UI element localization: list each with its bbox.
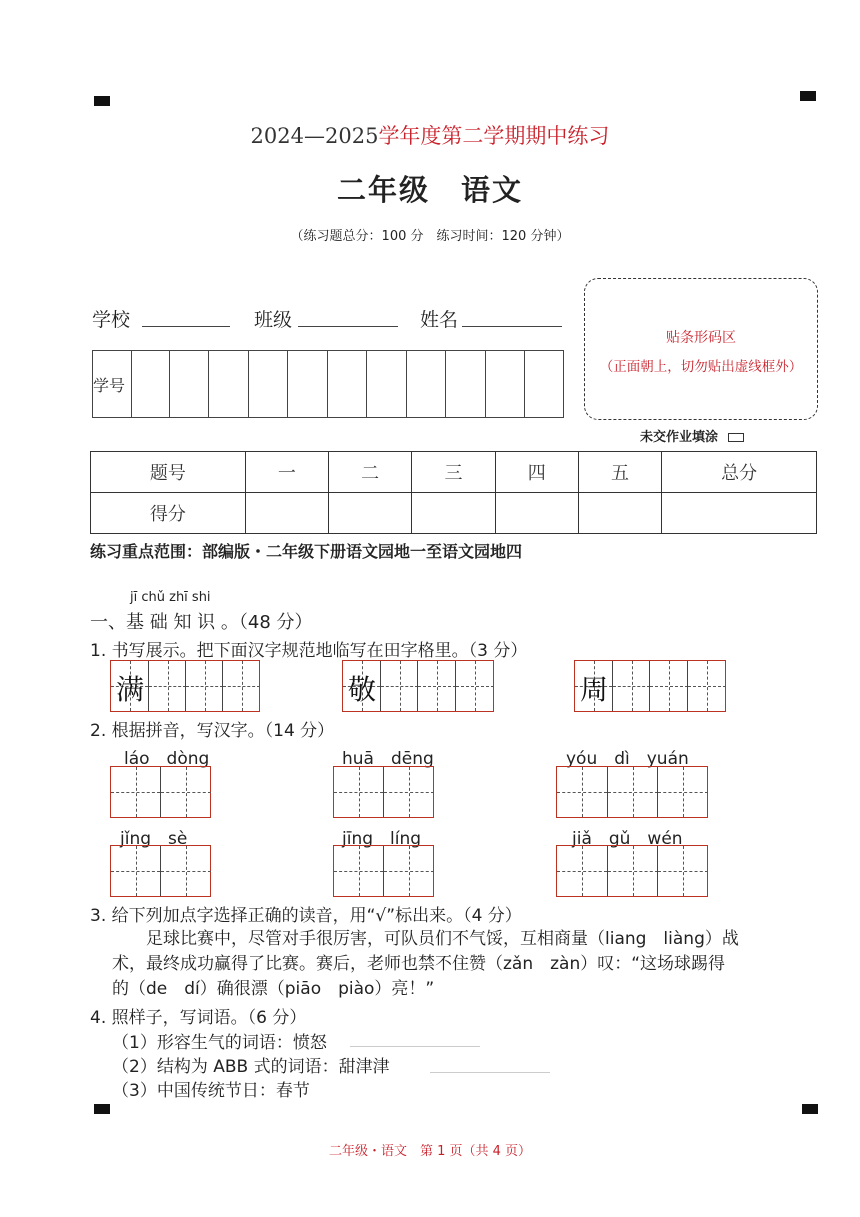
exam-title xyxy=(0,120,860,150)
name-field[interactable] xyxy=(462,326,562,327)
score-table-header-row xyxy=(91,452,817,493)
score-cell[interactable] xyxy=(245,493,328,534)
model-char-2: 敬 xyxy=(348,673,377,706)
q1-grid-3[interactable] xyxy=(574,660,726,712)
score-row-label: 得分 xyxy=(91,493,246,534)
subject-title: 二年级 语文 xyxy=(336,173,523,207)
score-cell[interactable] xyxy=(662,493,817,534)
q4-answer-line-2[interactable] xyxy=(430,1072,550,1073)
q1-text: 1. 书写展示。把下面汉字规范地临写在田字格里。（3 分） xyxy=(90,641,528,661)
score-cell[interactable] xyxy=(578,493,661,534)
student-id-label: 学号 xyxy=(93,376,126,395)
title-years: 2024—2025 xyxy=(250,124,379,148)
id-cell[interactable] xyxy=(406,351,407,417)
registration-mark-bottom-right xyxy=(802,1104,818,1114)
score-cell[interactable] xyxy=(495,493,578,534)
id-cell[interactable] xyxy=(366,351,367,417)
id-cell[interactable] xyxy=(327,351,328,417)
q1-grid-1[interactable] xyxy=(110,660,260,712)
q2-pinyin-4: jǐng sè xyxy=(120,829,188,849)
score-header-cell: 二 xyxy=(329,452,412,493)
q2-pinyin-3: yóu dì yuán xyxy=(566,749,689,769)
barcode-area xyxy=(584,278,818,420)
id-cell[interactable] xyxy=(445,351,446,417)
score-header-cell: 五 xyxy=(578,452,661,493)
q4-answer-line-1[interactable] xyxy=(350,1046,480,1047)
score-header-cell: 一 xyxy=(245,452,328,493)
q4-item-1: （1）形容生气的词语：愤怒 xyxy=(112,1033,327,1053)
q2-grid-6[interactable] xyxy=(556,845,708,897)
registration-mark-bottom-left xyxy=(94,1104,110,1114)
id-cell[interactable] xyxy=(485,351,486,417)
school-label: 学校 xyxy=(92,309,131,331)
registration-mark-top-left xyxy=(94,96,110,106)
score-header-cell: 三 xyxy=(412,452,495,493)
q3-line-1[interactable]: 足球比赛中，尽管对手很厉害，可队员们不气馁，互相商量（liang liàng）战 xyxy=(146,929,739,949)
barcode-title: 贴条形码区 xyxy=(666,330,736,346)
q3-line-3[interactable]: 的（de dí）确很漂（piāo piào）亮！” xyxy=(112,979,435,999)
q4-text: 4. 照样子，写词语。（6 分） xyxy=(90,1008,307,1028)
not-submitted-marker xyxy=(640,426,744,445)
q3-text: 3. 给下列加点字选择正确的读音，用“√”标出来。（4 分） xyxy=(90,906,522,926)
page-footer: 二年级・语文 第 1 页（共 4 页） xyxy=(328,1144,532,1159)
id-cell[interactable] xyxy=(287,351,288,417)
q2-text: 2. 根据拼音，写汉字。（14 分） xyxy=(90,721,335,741)
school-field[interactable] xyxy=(142,326,230,327)
q4-item-3: （3）中国传统节日：春节 xyxy=(112,1081,310,1101)
score-table xyxy=(90,451,817,534)
not-submitted-label: 未交作业填涂 xyxy=(640,430,719,445)
not-submitted-checkbox[interactable] xyxy=(728,433,744,442)
q2-grid-4[interactable] xyxy=(110,845,211,897)
student-id-grid[interactable] xyxy=(92,350,564,418)
name-label: 姓名 xyxy=(420,309,459,331)
q2-grid-1[interactable] xyxy=(110,766,211,818)
q2-pinyin-2: huā dēng xyxy=(342,749,434,769)
id-cell[interactable] xyxy=(208,351,209,417)
id-cell[interactable] xyxy=(248,351,249,417)
id-cell[interactable] xyxy=(131,351,132,417)
class-field[interactable] xyxy=(298,326,398,327)
q3-line-2[interactable]: 术，最终成功赢得了比赛。赛后，老师也禁不住赞（zǎn zàn）叹：“这场球踢得 xyxy=(112,954,726,974)
q2-pinyin-5: jīng líng xyxy=(342,829,422,849)
registration-mark-top-right xyxy=(800,91,816,101)
q4-item-2: （2）结构为 ABB 式的词语：甜津津 xyxy=(112,1057,390,1077)
score-header-cell: 总分 xyxy=(662,452,817,493)
class-label: 班级 xyxy=(254,309,293,331)
section1-title: 一、基 础 知 识 。（48 分） xyxy=(90,612,313,633)
q1-grid-2[interactable] xyxy=(342,660,494,712)
model-char-1: 满 xyxy=(116,673,145,706)
score-cell[interactable] xyxy=(329,493,412,534)
barcode-instruction: （正面朝上，切勿贴出虚线框外） xyxy=(599,359,803,375)
exam-info: （练习题总分：100 分 练习时间：120 分钟） xyxy=(290,229,570,244)
q2-pinyin-6: jiǎ gǔ wén xyxy=(572,829,683,849)
q2-grid-5[interactable] xyxy=(333,845,434,897)
section1-pinyin: jī chǔ zhī shi xyxy=(130,590,211,605)
q2-grid-2[interactable] xyxy=(333,766,434,818)
score-header-cell: 四 xyxy=(495,452,578,493)
score-cell[interactable] xyxy=(412,493,495,534)
score-table-score-row xyxy=(91,493,817,534)
id-cell[interactable] xyxy=(524,351,525,417)
id-cell[interactable] xyxy=(169,351,170,417)
score-header-cell: 题号 xyxy=(91,452,246,493)
title-rest: 学年度第二学期期中练习 xyxy=(378,124,610,148)
model-char-3: 周 xyxy=(580,673,609,706)
q2-pinyin-1: láo dòng xyxy=(124,749,210,769)
q2-grid-3[interactable] xyxy=(556,766,708,818)
practice-scope: 练习重点范围：部编版・二年级下册语文园地一至语文园地四 xyxy=(90,542,523,561)
